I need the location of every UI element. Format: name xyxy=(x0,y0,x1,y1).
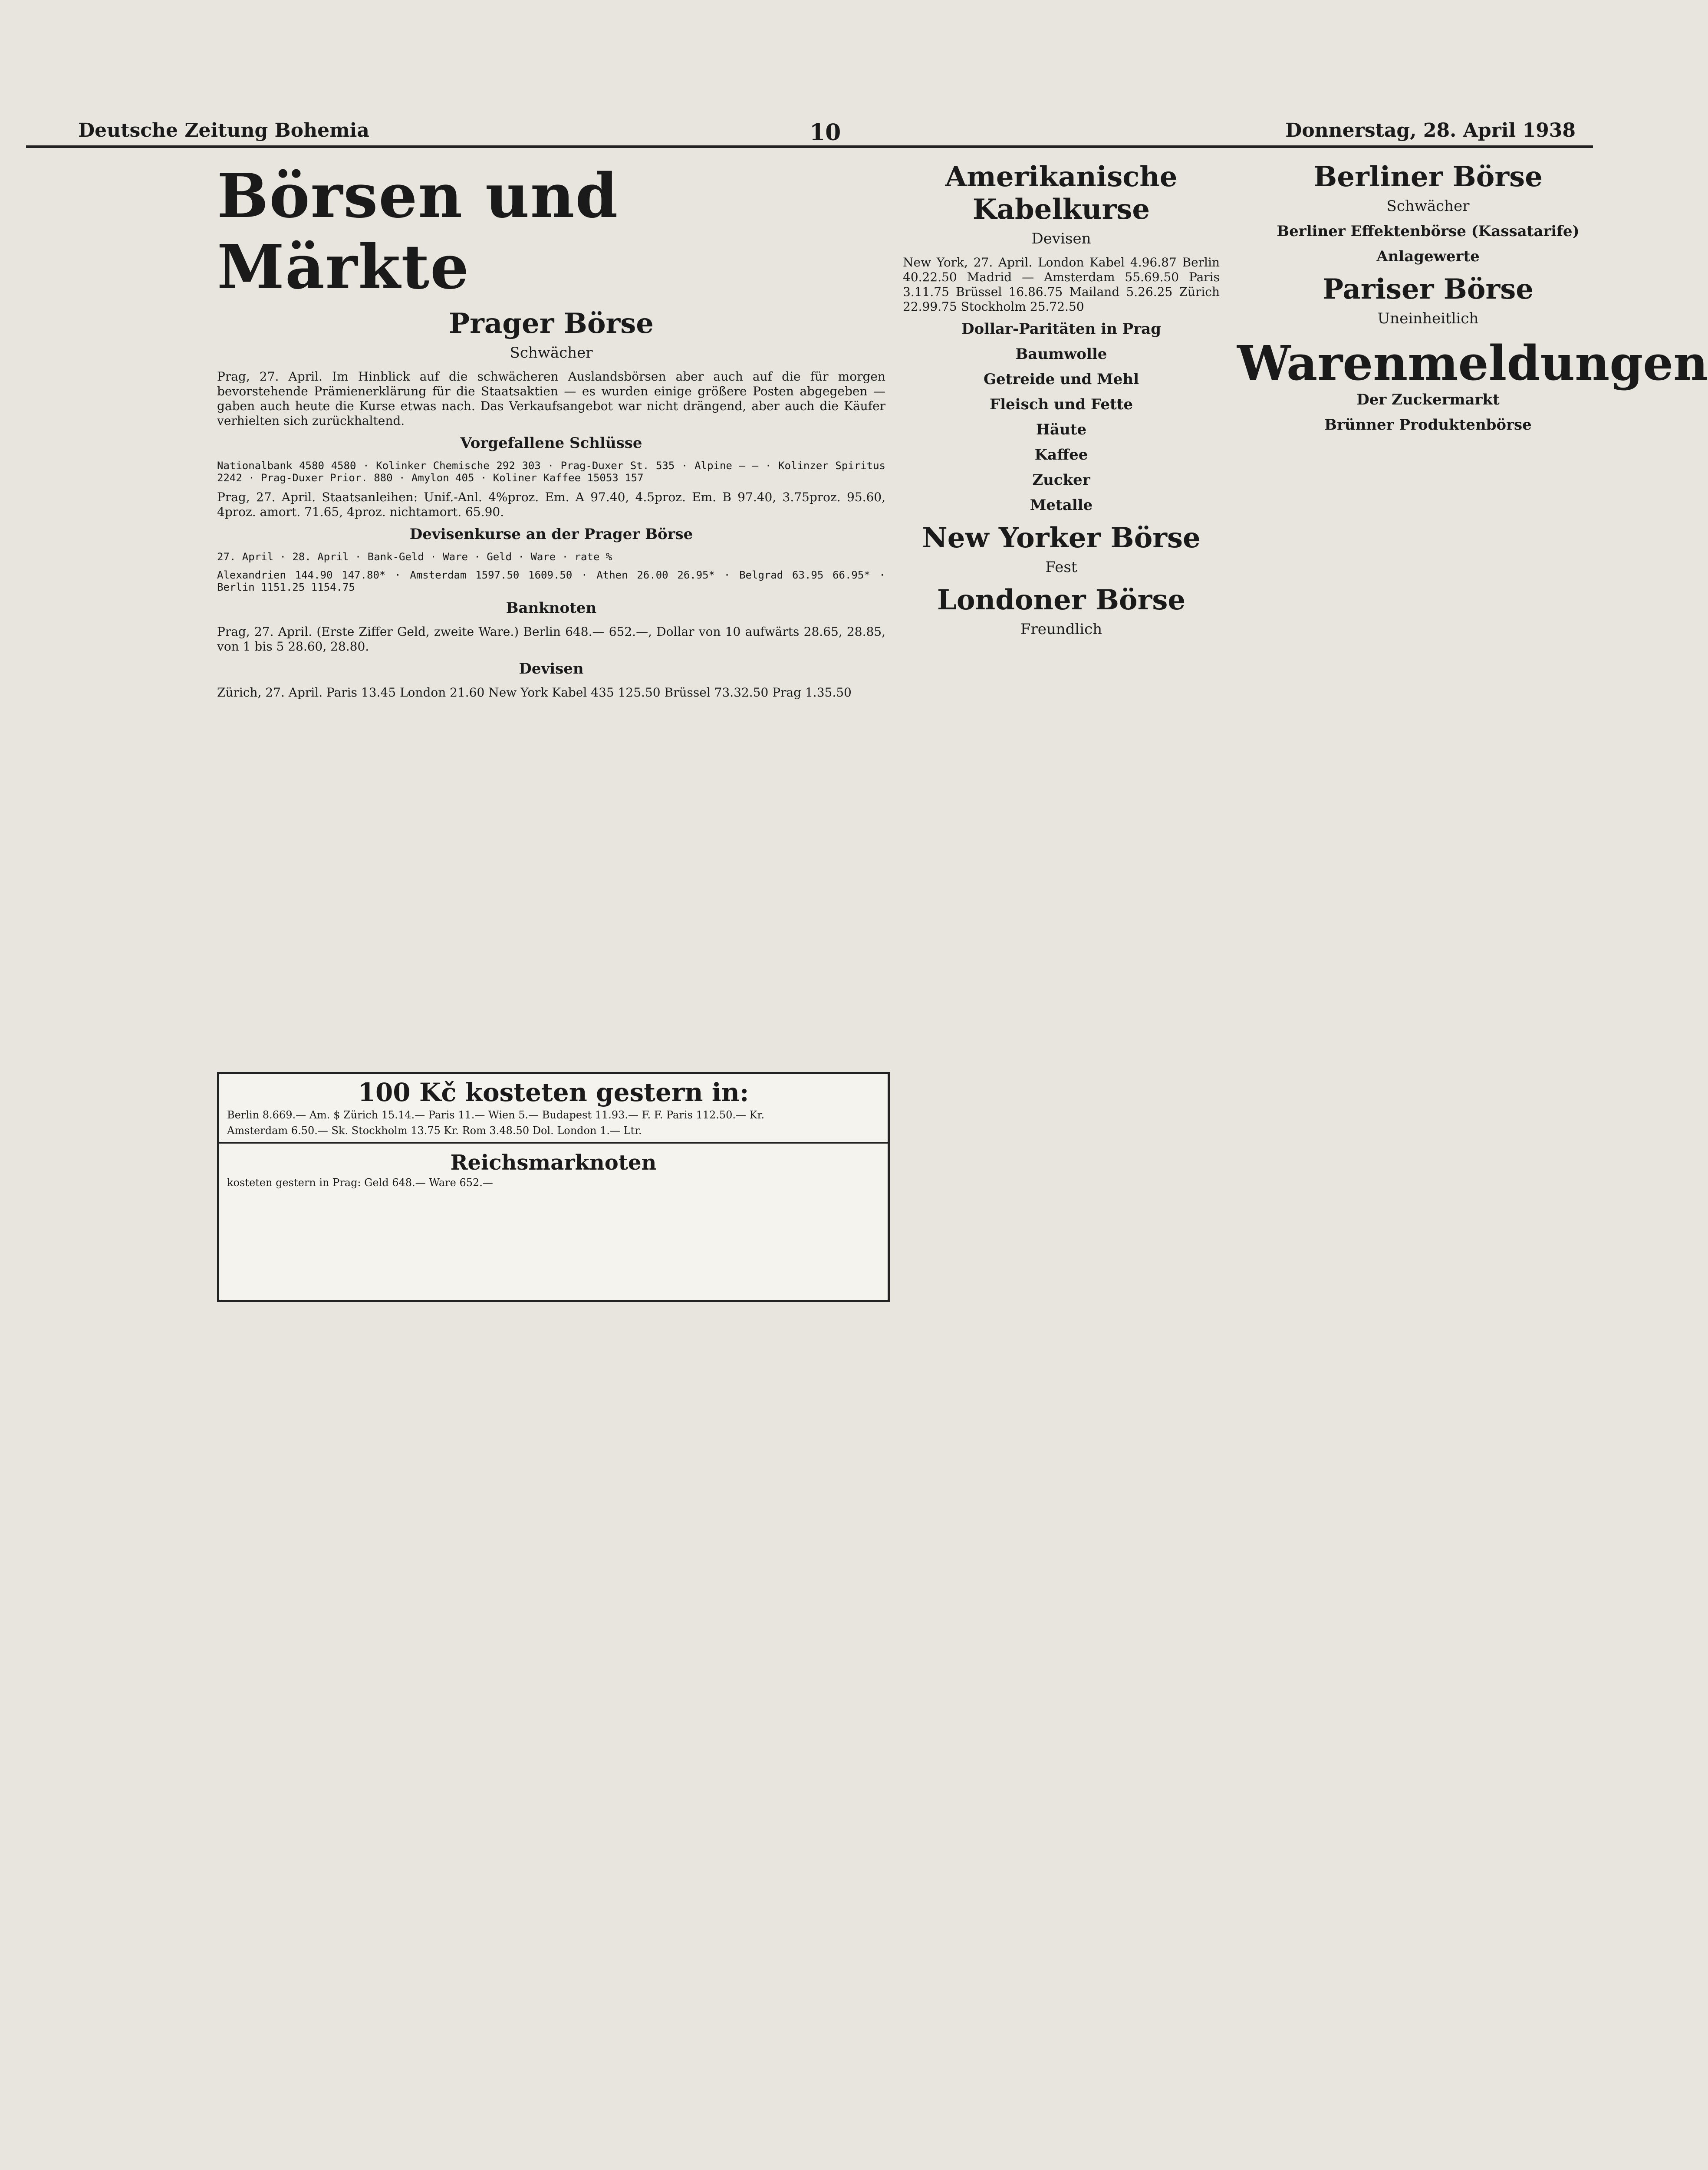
column-1 xyxy=(217,161,885,706)
devisenkurse-table: Alexandrien 144.90 147.80* · Amsterdam 1597.50 1609.50 · Athen 26.00 26.95* · Belgrad 63.95 66.95* · Berlin 1151.25 1154.75 xyxy=(217,569,885,593)
kaffee-title: Kaffee xyxy=(1034,446,1088,464)
dollar-paritaeten-title: Dollar-Paritäten in Prag xyxy=(961,320,1161,338)
page-number: 10 xyxy=(810,119,841,146)
baumwolle-title: Baumwolle xyxy=(1015,345,1107,363)
devisen-paragraph: Zürich, 27. April. Paris 13.45 London 21.60 New York Kabel 435 125.50 Brüssel 73.32.50 Prag 1.35.50 xyxy=(217,685,852,700)
currency-box xyxy=(217,1072,890,1302)
issue-date: Donnerstag, 28. April 1938 xyxy=(1285,119,1576,141)
banknoten-paragraph: Prag, 27. April. (Erste Ziffer Geld, zweite Ware.) Berlin 648.— 652.—, Dollar von 10 aufwärts 28.65, 28.85, von 1 bis 5 28.60, 28.80. xyxy=(217,625,885,654)
staatsanleihen-paragraph: Prag, 27. April. Staatsanleihen: Unif.-Anl. 4%proz. Em. A 97.40, 4.5proz. Em. B 97.40, 3.75proz. 95.60, 4proz. amort. 71.65, 4proz. nichtamort. 65.90. xyxy=(217,490,885,519)
pariser-boerse-sub: Uneinheitlich xyxy=(1377,310,1479,327)
devisenkurse-header: 27. April · 28. April · Bank-Geld · Ware · Geld · Ware · rate % xyxy=(217,551,612,563)
box-rule xyxy=(219,1142,888,1144)
schluesse-table: Nationalbank 4580 4580 · Kolinker Chemische 292 303 · Prag-Duxer St. 535 · Alpine — — · Kolinzer Spiritus 2242 · Prag-Duxer Prior. 880 · Amylon 405 · Koliner Kaffee 15053 157 xyxy=(217,460,885,484)
vorgefallene-schluesse-title: Vorgefallene Schlüsse xyxy=(460,434,642,452)
warenmeldungen-title: Warenmeldungen xyxy=(1237,335,1708,391)
currency-box-title: 100 Kč kosteten gestern in: xyxy=(358,1078,749,1107)
londoner-boerse-sub: Freundlich xyxy=(1020,621,1102,638)
effektenboerse-title: Berliner Effektenbörse (Kassatarife) xyxy=(1277,223,1580,240)
bruenner-title: Brünner Produktenbörse xyxy=(1324,416,1532,434)
devisen-title: Devisen xyxy=(519,660,584,677)
fleisch-title: Fleisch und Fette xyxy=(989,396,1133,413)
currency-box-line2: Amsterdam 6.50.— Sk. Stockholm 13.75 Kr. Rom 3.48.50 Dol. London 1.— Ltr. xyxy=(227,1124,642,1137)
kabelkurse-sub: Devisen xyxy=(1031,230,1091,247)
metalle-title: Metalle xyxy=(1030,496,1093,514)
prager-boerse-title: Prager Börse xyxy=(448,307,654,340)
column-2 xyxy=(903,161,1220,646)
ny-boerse-sub: Fest xyxy=(1045,559,1077,576)
reichsmark-text: kosteten gestern in Prag: Geld 648.— Ware 652.— xyxy=(227,1177,493,1189)
berliner-boerse-sub: Schwächer xyxy=(1386,197,1470,215)
pariser-boerse-title: Pariser Börse xyxy=(1323,273,1534,306)
prager-boerse-paragraph: Prag, 27. April. Im Hinblick auf die schwächeren Auslandsbörsen aber auch auf die für morgen bevorstehende Prämienerklärung für die Staatsaktien — es wurden einige größere Posten abgegeben — gaben auch heute die Kurse etwas nach. Das Verkaufsangebot war nicht drängend, aber auch die Käufer verhielten sich zurückhaltend. xyxy=(217,369,885,428)
berliner-boerse-title: Berliner Börse xyxy=(1313,161,1543,193)
getreide-title: Getreide und Mehl xyxy=(983,371,1139,388)
main-title: Börsen und Märkte xyxy=(217,161,619,303)
ny-boerse-title: New Yorker Börse xyxy=(922,522,1201,554)
column-3 xyxy=(1237,161,1708,441)
kabelkurse-title: Amerikanische Kabelkurse xyxy=(945,161,1178,226)
kabelkurse-paragraph: New York, 27. April. London Kabel 4.96.87 Berlin 40.22.50 Madrid — Amsterdam 55.69.50 Paris 3.11.75 Brüssel 16.86.75 Mailand 5.26.25 Zürich 22.99.75 Stockholm 25.72.50 xyxy=(903,255,1220,314)
haeute-title: Häute xyxy=(1036,421,1087,438)
currency-box-line1: Berlin 8.669.— Am. $ Zürich 15.14.— Paris 11.— Wien 5.— Budapest 11.93.— F. F. Paris 112.50.— Kr. xyxy=(227,1109,765,1121)
anlagewerte-title: Anlagewerte xyxy=(1376,248,1480,265)
reichsmark-title: Reichsmarknoten xyxy=(450,1151,657,1175)
banknoten-title: Banknoten xyxy=(506,599,597,617)
devisenkurse-title: Devisenkurse an der Prager Börse xyxy=(409,526,693,543)
paper-name: Deutsche Zeitung Bohemia xyxy=(78,119,369,141)
londoner-boerse-title: Londoner Börse xyxy=(937,584,1186,616)
newspaper-page xyxy=(26,22,1708,2170)
zucker-title: Zucker xyxy=(1032,471,1090,489)
prager-boerse-sub: Schwächer xyxy=(510,344,593,362)
zuckermarkt-title: Der Zuckermarkt xyxy=(1356,391,1500,408)
